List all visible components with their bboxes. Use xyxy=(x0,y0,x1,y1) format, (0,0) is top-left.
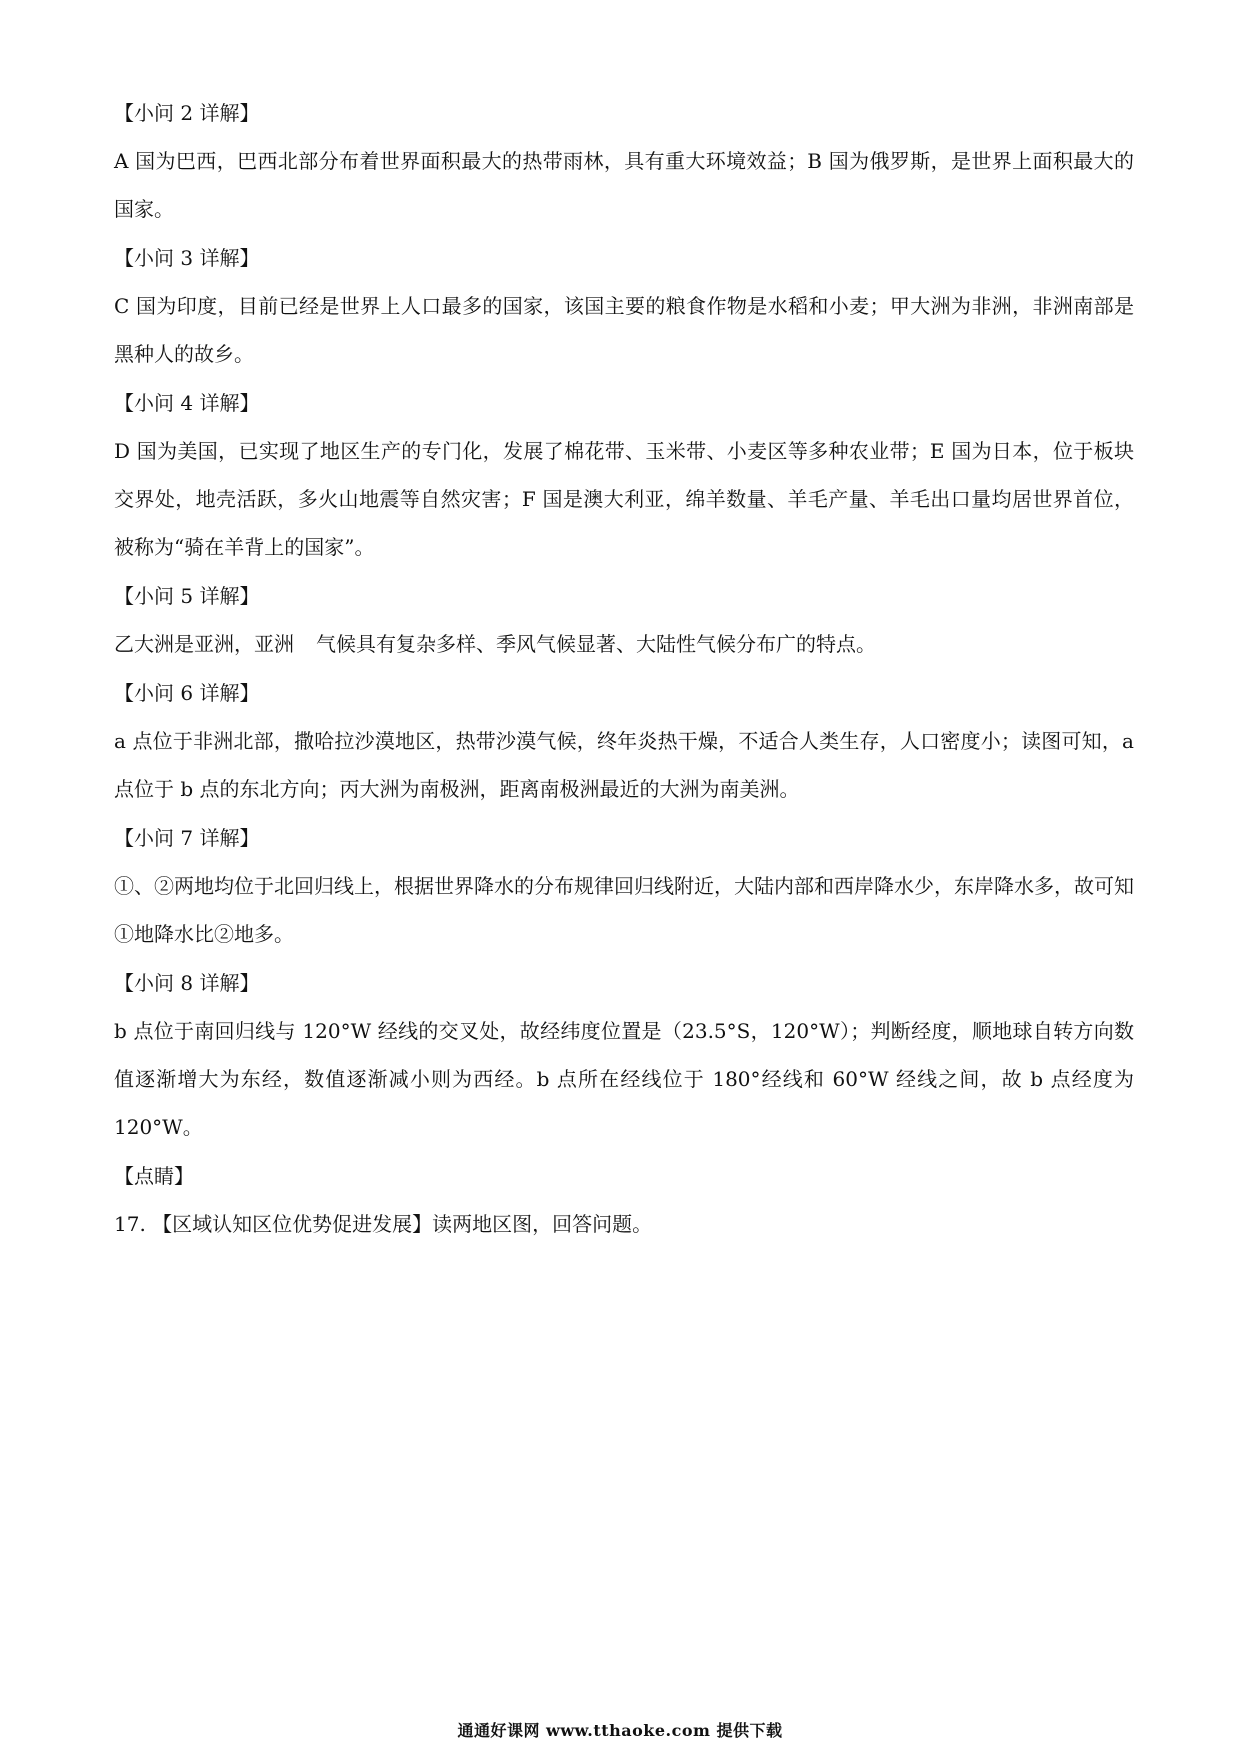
section-heading-q5: 【小问 5 详解】 xyxy=(114,584,260,608)
section-text-q5-part2: 气候具有复杂多样、季风气候显著、大陆性气候分布广的特点。 xyxy=(316,632,876,656)
section-text-q3: C 国为印度，目前已经是世界上人口最多的国家，该国主要的粮食作物是水稻和小麦；甲大洲为非洲，非洲南部是黑种人的故乡。 xyxy=(114,294,1134,366)
document-body xyxy=(114,96,1134,1241)
section-text-q2: A 国为巴西，巴西北部分布着世界面积最大的热带雨林，具有重大环境效益；B 国为俄罗斯，是世界上面积最大的国家。 xyxy=(114,149,1134,221)
section-text-q5-part1: 乙大洲是亚洲，亚洲 xyxy=(114,632,294,656)
section-heading-q2: 【小问 2 详解】 xyxy=(114,101,260,125)
section-heading-q3: 【小问 3 详解】 xyxy=(114,246,260,270)
section-text-q7: ①、②两地均位于北回归线上，根据世界降水的分布规律回归线附近，大陆内部和西岸降水少，东岸降水多，故可知①地降水比②地多。 xyxy=(114,874,1134,946)
section-text-q5 xyxy=(114,620,1134,668)
section-text-q4: D 国为美国，已实现了地区生产的专门化，发展了棉花带、玉米带、小麦区等多种农业带；E 国为日本，位于板块交界处，地壳活跃，多火山地震等自然灾害；F 国是澳大利亚，绵羊数量、羊毛产量、羊毛出口量均居世界首位，被称为“骑在羊背上的国家”。 xyxy=(114,439,1134,559)
section-heading-q7: 【小问 7 详解】 xyxy=(114,826,260,850)
section-text-q8: b 点位于南回归线与 120°W 经线的交叉处，故经纬度位置是（23.5°S，120°W）；判断经度，顺地球自转方向数值逐渐增大为东经，数值逐渐减小则为西经。b 点所在经线位于 180°经线和 60°W 经线之间，故 b 点经度为 120°W。 xyxy=(114,1019,1134,1139)
section-heading-q8: 【小问 8 详解】 xyxy=(114,971,260,995)
section-heading-q4: 【小问 4 详解】 xyxy=(114,391,260,415)
dianjing-heading: 【点睛】 xyxy=(114,1164,194,1188)
question-17: 17. 【区域认知区位优势促进发展】读两地区图，回答问题。 xyxy=(114,1212,653,1236)
section-heading-q6: 【小问 6 详解】 xyxy=(114,681,260,705)
section-text-q6: a 点位于非洲北部，撒哈拉沙漠地区，热带沙漠气候，终年炎热干燥，不适合人类生存，人口密度小；读图可知，a 点位于 b 点的东北方向；丙大洲为南极洲，距离南极洲最近的大洲为南美洲。 xyxy=(114,729,1134,801)
page-footer: 通通好课网 www.tthaoke.com 提供下载 xyxy=(457,1721,783,1740)
